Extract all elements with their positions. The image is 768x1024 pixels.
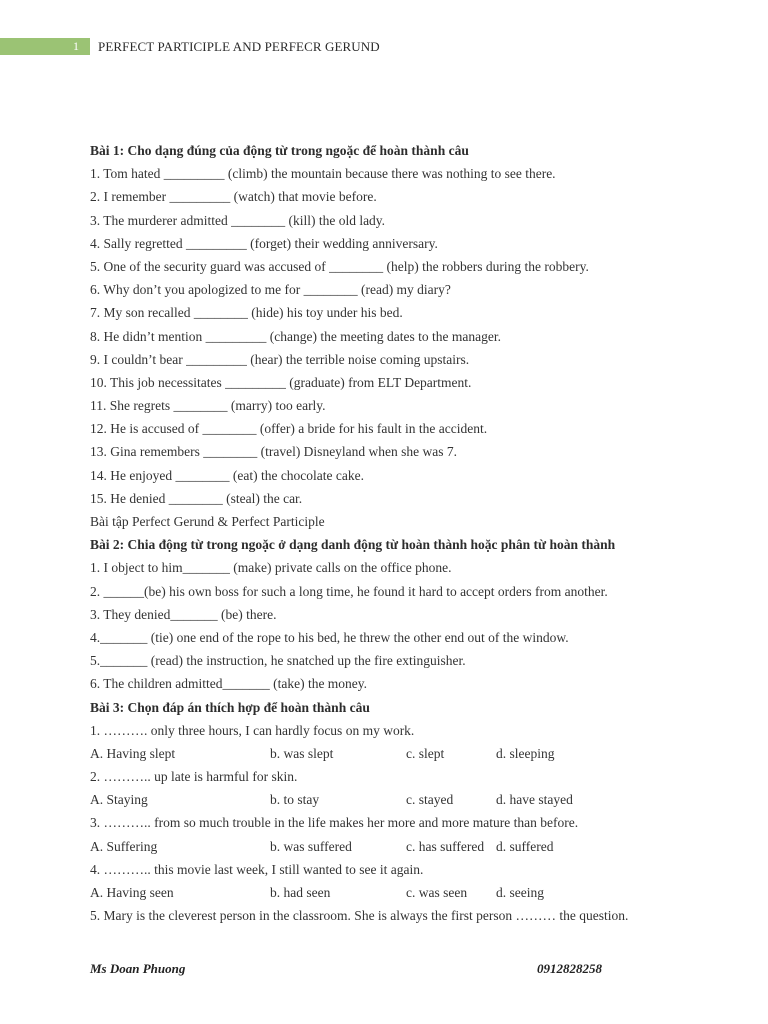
exercise-1-item: 9. I couldn’t bear _________ (hear) the terrible noise coming upstairs.: [90, 351, 470, 367]
answer-options: [90, 742, 730, 765]
exercise-1-item: 11. She regrets ________ (marry) too early.: [90, 398, 326, 414]
exercise-1-item: 8. He didn’t mention _________ (change) the meeting dates to the manager.: [90, 328, 502, 344]
exercise-3-list: [90, 719, 730, 928]
answer-option: A. Staying: [90, 792, 148, 808]
exercise-1-item: 13. Gina remembers ________ (travel) Disneyland when she was 7.: [90, 444, 458, 460]
exercise-1-item: 4. Sally regretted _________ (forget) their wedding anniversary.: [90, 235, 438, 251]
answer-option: d. have stayed: [496, 792, 573, 808]
answer-option: c. has suffered: [406, 838, 485, 854]
exercise-3-heading: Bài 3: Chọn đáp án thích hợp để hoàn thành câu: [90, 699, 370, 715]
exercise-1-item: 15. He denied ________ (steal) the car.: [90, 490, 303, 506]
answer-option: b. was suffered: [270, 838, 352, 854]
answer-options: [90, 881, 730, 904]
page-number: 1: [0, 38, 90, 55]
answer-option: b. had seen: [270, 885, 331, 900]
answer-option: c. stayed: [406, 792, 454, 808]
answer-options: [90, 788, 730, 811]
exercise-1-item: 12. He is accused of ________ (offer) a bride for his fault in the accident.: [90, 421, 488, 437]
page-header: [0, 38, 768, 55]
author-name: Ms Doan Phuong: [90, 961, 186, 976]
answer-option: c. was seen: [406, 885, 468, 900]
question-text: 3. ……….. from so much trouble in the life makes her more and more mature than before.: [90, 815, 579, 831]
phone-number: 0912828258: [537, 961, 602, 976]
exercise-2-list: [90, 556, 730, 695]
question-text: 5. Mary is the cleverest person in the classroom. She is always the first person ……… the question.: [90, 908, 629, 924]
exercise-1-item: 3. The murderer admitted ________ (kill) the old lady.: [90, 212, 386, 228]
exercise-1-item: 6. Why don’t you apologized to me for ________ (read) my diary?: [90, 282, 451, 298]
exercise-1-item: 1. Tom hated _________ (climb) the mountain because there was nothing to see there.: [90, 166, 556, 182]
exercise-2-heading: Bài 2: Chia động từ trong ngoặc ở dạng danh động từ hoàn thành hoặc phân từ hoàn thành: [90, 537, 616, 553]
answer-option: A. Having slept: [90, 745, 176, 761]
exercise-2-item: 6. The children admitted_______ (take) the money.: [90, 676, 368, 692]
exercise-1-item: 5. One of the security guard was accused of ________ (help) the robbers during the robbery.: [90, 258, 589, 274]
exercise-2-item: 5._______ (read) the instruction, he snatched up the fire extinguisher.: [90, 653, 466, 669]
answer-option: A. Having seen: [90, 885, 174, 900]
section-label: Bài tập Perfect Gerund & Perfect Participle: [90, 514, 325, 529]
document-title: PERFECT PARTICIPLE AND PERFECR GERUND: [98, 39, 380, 54]
worksheet-content: [90, 139, 730, 927]
exercise-1-item: 7. My son recalled ________ (hide) his toy under his bed.: [90, 305, 403, 321]
answer-option: A. Suffering: [90, 838, 158, 854]
exercise-1-item: 10. This job necessitates _________ (graduate) from ELT Department.: [90, 374, 472, 390]
answer-option: b. was slept: [270, 745, 334, 761]
question-text: 2. ……….. up late is harmful for skin.: [90, 769, 298, 785]
page-footer: [90, 961, 602, 981]
question-text: 4. ……….. this movie last week, I still wanted to see it again.: [90, 861, 424, 877]
exercise-1-item: 2. I remember _________ (watch) that movie before.: [90, 189, 377, 205]
exercise-2-item: 4._______ (tie) one end of the rope to his bed, he threw the other end out of the window.: [90, 629, 569, 645]
answer-option: d. suffered: [496, 838, 554, 854]
exercise-1-item: 14. He enjoyed ________ (eat) the chocolate cake.: [90, 467, 365, 483]
answer-option: d. seeing: [496, 885, 544, 900]
question-text: 1. ………. only three hours, I can hardly focus on my work.: [90, 722, 415, 738]
exercise-2-item: 1. I object to him_______ (make) private calls on the office phone.: [90, 560, 452, 576]
exercise-2-item: 3. They denied_______ (be) there.: [90, 606, 277, 622]
answer-option: b. to stay: [270, 792, 320, 808]
exercise-2-item: 2. ______(be) his own boss for such a long time, he found it hard to accept orders from another.: [90, 583, 608, 599]
exercise-1-heading: Bài 1: Cho dạng đúng của động từ trong ngoặc để hoàn thành câu: [90, 143, 469, 158]
answer-options: [90, 835, 730, 858]
exercise-1-list: [90, 162, 730, 510]
answer-option: d. sleeping: [496, 745, 555, 761]
answer-option: c. slept: [406, 745, 445, 761]
